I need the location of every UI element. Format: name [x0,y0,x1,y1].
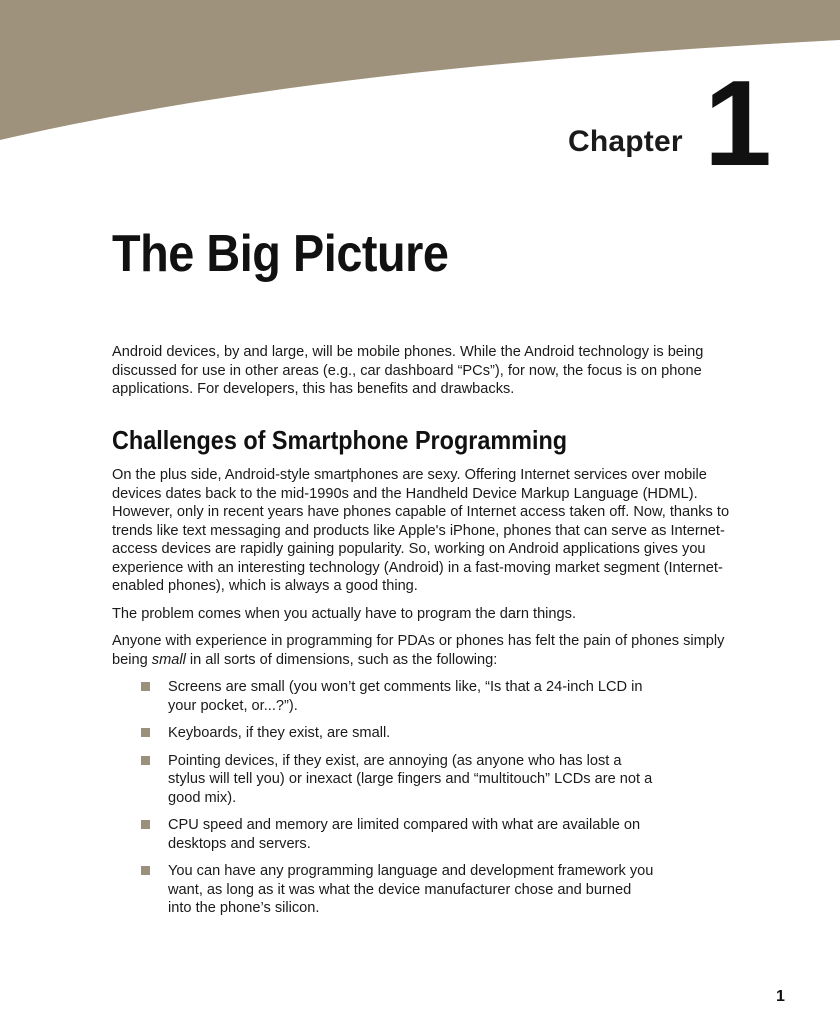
paragraph-1: On the plus side, Android-style smartphones are sexy. Offering Internet services over mobile devices dates back to the mid-1990s and the Handheld Device Markup Language (HDML). However, only in recent years have phones capable of Internet access taken off. Now, thanks to trends like text messaging and products like Apple's iPhone, phones that can serve as Internet-access devices are rapidly gaining popularity. So, working on Android applications gives you experience with an interesting technology (Android) in a fast-moving market segment (Internet-enabled phones), which is always a good thing. [112,467,730,594]
bullet-text: You can have any programming language and development framework you want, as long as it was what the device manufacturer chose and burned into the phone’s silicon. [168,863,654,916]
section-heading: Challenges of Smartphone Programming [112,425,568,455]
bullet-item [112,678,658,715]
paragraph-3 [112,632,732,669]
paragraph-2: The problem comes when you actually have to program the darn things. [112,605,577,622]
bullet-item [112,816,658,853]
paragraph-3-before: Anyone with experience in programming for PDAs or phones has felt the pain of phones simply being [112,633,725,668]
paragraph-3-emphasis: small [151,651,186,668]
bullet-item [112,752,658,808]
bullet-text: Pointing devices, if they exist, are annoying (as anyone who has lost a stylus will tell you) or inexact (large fingers and “multitouch” LCDs are not a good mix). [168,752,653,806]
intro-section [112,343,732,408]
section-body [112,466,732,927]
bullet-item [112,724,658,743]
page-number: 1 [776,988,785,1005]
bullet-square-icon [141,866,150,875]
chapter-number: 1 [704,55,768,191]
bullet-item [112,862,658,918]
bullet-list [112,678,732,918]
chapter-title: The Big Picture [112,225,449,283]
paragraph-3-after: in all sorts of dimensions, such as the following: [185,651,498,668]
bullet-square-icon [141,820,150,829]
intro-paragraph: Android devices, by and large, will be mobile phones. While the Android technology is being discussed for use in other areas (e.g., car dashboard “PCs”), for now, the focus is on phone applications. For developers, this has benefits and drawbacks. [112,344,704,397]
bullet-square-icon [141,728,150,737]
chapter-label: Chapter [568,125,683,158]
bullet-text: CPU speed and memory are limited compared with what are available on desktops and servers. [168,817,641,852]
bullet-square-icon [141,756,150,765]
bullet-text: Screens are small (you won’t get comments like, “Is that a 24-inch LCD in your pocket, or...?”). [168,679,643,714]
bullet-text: Keyboards, if they exist, are small. [168,725,391,741]
bullet-square-icon [141,682,150,691]
